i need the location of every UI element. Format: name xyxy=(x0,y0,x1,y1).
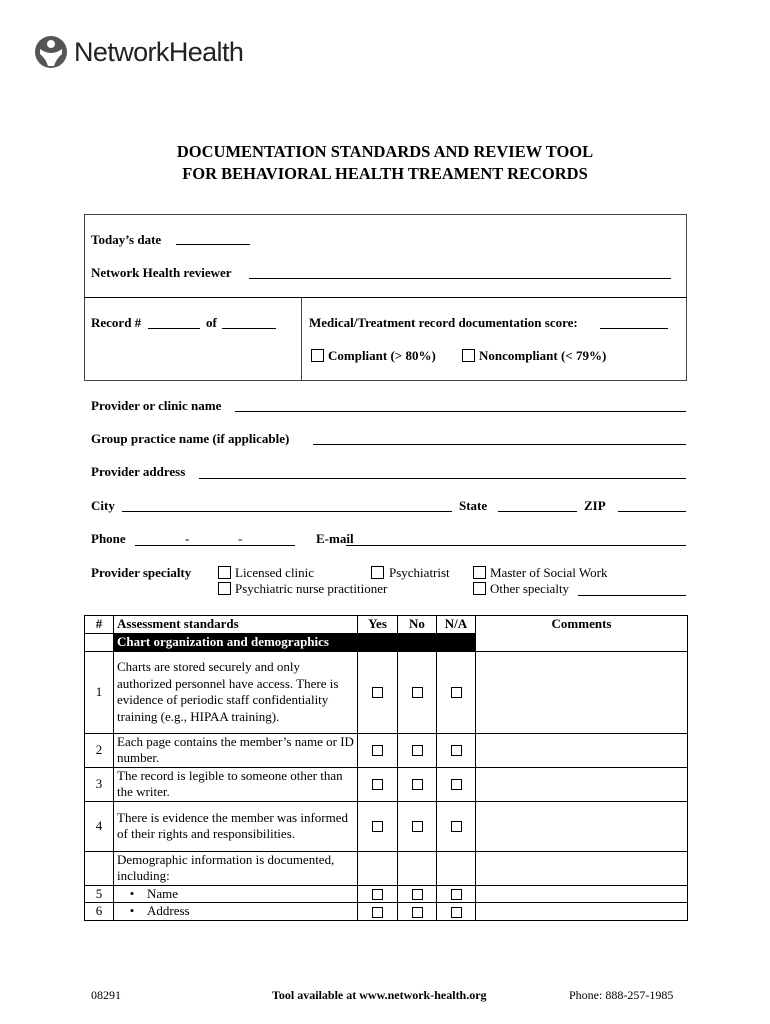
footer-phone: Phone: 888-257-1985 xyxy=(569,988,674,1002)
yes-checkbox[interactable] xyxy=(372,907,383,918)
yes-checkbox[interactable] xyxy=(372,687,383,698)
col-num-header: # xyxy=(85,616,114,634)
document-title-line1: DOCUMENTATION STANDARDS AND REVIEW TOOL xyxy=(176,142,594,161)
tool-availability: Tool available at www.network-health.org xyxy=(272,988,487,1002)
na-checkbox[interactable] xyxy=(451,821,462,832)
col-standards-header: Assessment standards xyxy=(114,616,358,634)
phone-field[interactable] xyxy=(135,545,295,546)
no-checkbox[interactable] xyxy=(412,907,423,918)
document-title-line2: FOR BEHAVIORAL HEALTH TREAMENT RECORDS xyxy=(182,164,588,183)
no-checkbox[interactable] xyxy=(412,779,423,790)
record-number-field[interactable] xyxy=(148,328,200,329)
pnp-checkbox[interactable] xyxy=(218,582,231,595)
pnp-label: Psychiatric nurse practitioner xyxy=(235,581,388,596)
group-practice-field[interactable] xyxy=(313,444,686,445)
compliant-label: Compliant (> 80%) xyxy=(328,348,436,363)
city-field[interactable] xyxy=(122,511,452,512)
score-field[interactable] xyxy=(600,328,668,329)
table-row xyxy=(85,651,688,733)
msw-checkbox[interactable] xyxy=(473,566,486,579)
licensed-clinic-label: Licensed clinic xyxy=(235,565,315,580)
comments-cell[interactable] xyxy=(476,903,688,921)
table-header-row xyxy=(85,616,688,634)
row-standard: Name xyxy=(147,885,179,901)
row-number: 1 xyxy=(85,651,114,733)
group-practice-label: Group practice name (if applicable) xyxy=(91,431,290,446)
table-row xyxy=(85,767,688,801)
yes-checkbox[interactable] xyxy=(372,779,383,790)
section-title: Chart organization and demographics xyxy=(114,634,476,652)
record-of-label: of xyxy=(206,315,217,330)
row-number: 2 xyxy=(85,733,114,767)
compliant-checkbox[interactable] xyxy=(311,349,324,362)
zip-field[interactable] xyxy=(618,511,686,512)
city-label: City xyxy=(91,498,115,513)
no-checkbox[interactable] xyxy=(412,687,423,698)
na-checkbox[interactable] xyxy=(451,907,462,918)
col-comments-header: Comments xyxy=(476,616,688,652)
table-row xyxy=(85,851,688,885)
yes-checkbox[interactable] xyxy=(372,821,383,832)
col-no-header: No xyxy=(398,616,437,634)
phone-label: Phone xyxy=(91,531,126,546)
assessment-table xyxy=(84,615,688,921)
noncompliant-checkbox[interactable] xyxy=(462,349,475,362)
record-total-field[interactable] xyxy=(222,328,276,329)
network-health-logo-icon xyxy=(34,35,68,69)
col-yes-header: Yes xyxy=(358,616,398,634)
header-box-divider xyxy=(84,297,687,298)
no-checkbox[interactable] xyxy=(412,889,423,900)
email-label: E-mail xyxy=(316,531,354,546)
psychiatrist-checkbox[interactable] xyxy=(371,566,384,579)
no-checkbox[interactable] xyxy=(412,821,423,832)
state-label: State xyxy=(459,498,488,513)
provider-specialty-label: Provider specialty xyxy=(91,565,192,580)
other-specialty-label: Other specialty xyxy=(490,581,570,596)
row-standard: There is evidence the member was informed of their rights and responsibilities. xyxy=(114,801,358,851)
comments-cell[interactable] xyxy=(476,733,688,767)
comments-cell[interactable] xyxy=(476,767,688,801)
provider-address-field[interactable] xyxy=(199,478,686,479)
table-row xyxy=(85,903,688,921)
other-specialty-checkbox[interactable] xyxy=(473,582,486,595)
yes-checkbox[interactable] xyxy=(372,889,383,900)
yes-checkbox[interactable] xyxy=(372,745,383,756)
zip-label: ZIP xyxy=(584,498,606,513)
table-row xyxy=(85,885,688,903)
other-specialty-field[interactable] xyxy=(578,595,686,596)
bullet-icon: • xyxy=(129,885,135,901)
row-standard: Address xyxy=(147,903,190,918)
comments-cell[interactable] xyxy=(476,651,688,733)
todays-date-label: Today’s date xyxy=(91,232,162,247)
row-standard: Each page contains the member’s name or ID number. xyxy=(114,733,358,767)
network-health-logo xyxy=(34,34,243,70)
row-number: 6 xyxy=(85,903,114,921)
email-field[interactable] xyxy=(346,545,686,546)
row-number: 4 xyxy=(85,801,114,851)
phone-separator-2: - xyxy=(238,531,243,546)
col-na-header: N/A xyxy=(437,616,476,634)
table-row xyxy=(85,801,688,851)
row-standard: The record is legible to someone other than the writer. xyxy=(114,767,358,801)
demographics-intro: Demographic information is documented, including: xyxy=(114,851,358,885)
record-number-label: Record # xyxy=(91,315,142,330)
table-row xyxy=(85,733,688,767)
header-box-vertical-divider xyxy=(301,297,302,381)
provider-name-label: Provider or clinic name xyxy=(91,398,222,413)
comments-cell[interactable] xyxy=(476,885,688,903)
no-checkbox[interactable] xyxy=(412,745,423,756)
comments-cell[interactable] xyxy=(476,801,688,851)
row-number: 5 xyxy=(85,885,114,903)
phone-separator-1: - xyxy=(185,531,190,546)
reviewer-label: Network Health reviewer xyxy=(91,265,232,280)
na-checkbox[interactable] xyxy=(451,687,462,698)
na-checkbox[interactable] xyxy=(451,745,462,756)
psychiatrist-label: Psychiatrist xyxy=(389,565,450,580)
todays-date-field[interactable] xyxy=(176,244,250,245)
row-standard: Charts are stored securely and only authorized personnel have access. There is evidence of periodic staff confidentiality training (e.g., HIPAA training). xyxy=(114,651,358,733)
bullet-icon: • xyxy=(129,903,135,918)
noncompliant-label: Noncompliant (< 79%) xyxy=(479,348,607,363)
na-checkbox[interactable] xyxy=(451,779,462,790)
row-number: 3 xyxy=(85,767,114,801)
provider-address-label: Provider address xyxy=(91,464,186,479)
score-label: Medical/Treatment record documentation score: xyxy=(309,315,578,330)
reviewer-field[interactable] xyxy=(249,278,671,279)
provider-name-field[interactable] xyxy=(235,411,686,412)
state-field[interactable] xyxy=(498,511,577,512)
licensed-clinic-checkbox[interactable] xyxy=(218,566,231,579)
logo-text: NetworkHealth xyxy=(74,36,244,67)
na-checkbox[interactable] xyxy=(451,889,462,900)
form-code: 08291 xyxy=(91,988,121,1002)
msw-label: Master of Social Work xyxy=(490,565,608,580)
